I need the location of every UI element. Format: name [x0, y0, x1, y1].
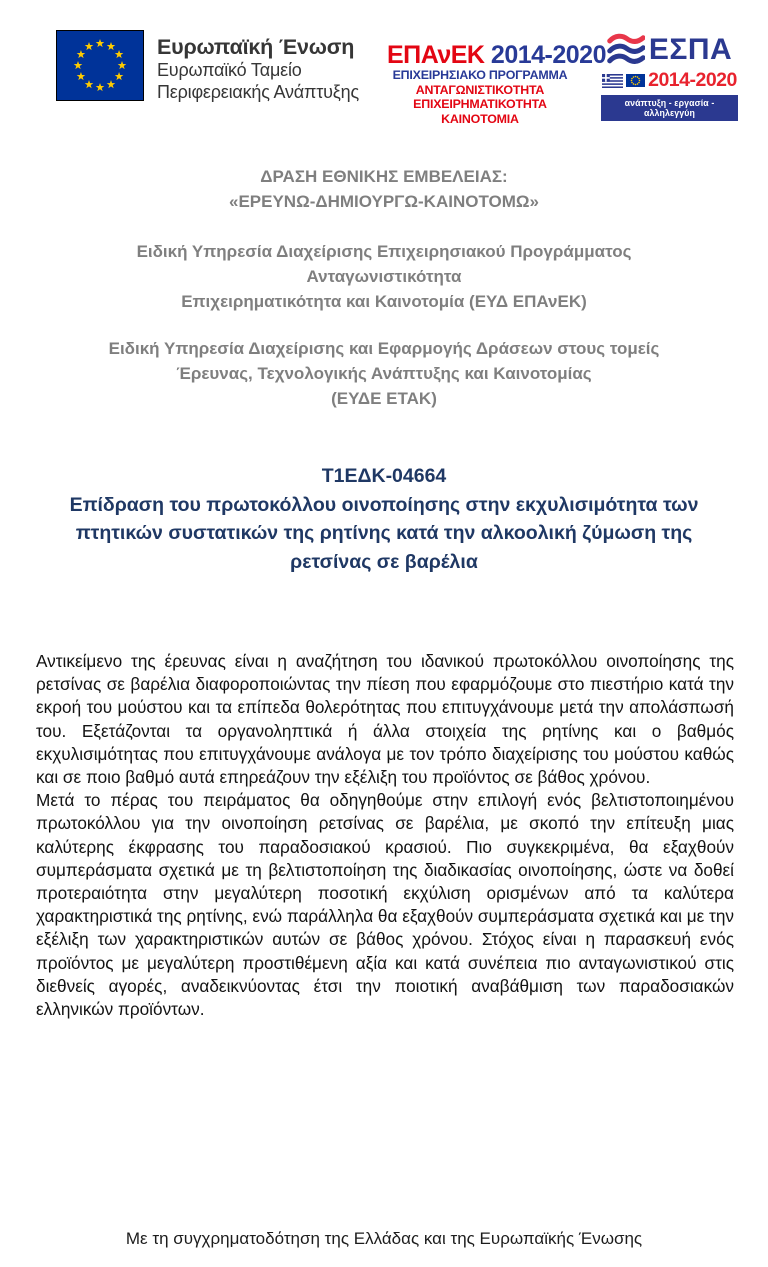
eyde-etak-header-line-1: Ειδική Υπηρεσία Διαχείρισης και Εφαρμογής Δράσεων στους τομείς: [108, 339, 660, 358]
national-action-header: [0, 164, 768, 214]
project-code: Τ1ΕΔΚ-04664: [321, 465, 447, 487]
eu-logo-title: Ευρωπαϊκή Ένωση: [157, 35, 355, 59]
cofinancing-footer: Με τη συγχρηματοδότηση της Ελλάδας και της Ευρωπαϊκής Ένωσης: [125, 1229, 643, 1248]
espa-logo-name: ΕΣΠΑ: [648, 33, 733, 66]
eu-mini-flag-icon: [626, 74, 645, 87]
espa-logo-motto: ανάπτυξη - εργασία - αλληλεγγύη: [601, 95, 738, 121]
body-paragraph-2: Μετά το πέρας του πειράματος θα οδηγηθούμε στην επιλογή ενός βελτιστοποιημένου πρωτοκόλλου για την οινοποίηση ρετσίνας σε βαρέλια, με σκοπό την επίτευξη μιας καλύτερης έκφρασης του παραδοσιακού κρασιού. Πιο συγκεκριμένα, θα εξαχθούν συμπεράσματα σχετικά με τη βελτιστοποίηση της διαδικασίας οινοποίησης, ώστε να δοθεί προτεραιότητα στην μεγαλύτερη ποσοτική εκχύλιση ορισμένων από τα καλύτερα χαρακτηριστικά της ρητίνης, ενώ παράλληλα θα εξαχθούν συμπεράσματα σχετικά και με την εξέλιξη των χαρακτηριστικών αυτών σε βάθος χρόνου. Στόχος είναι η παρασκευή ενός προϊόντος με μεγαλύτερη προστιθέμενη αξία και κατά συνέπεια πιο ανταγωνιστικού στις διεθνείς αγορές, αναδεικνύοντας έτσι την ποιοτική αναβάθμιση των παραδοσιακών ελληνικών προϊόντων.: [36, 790, 734, 1020]
espa-logo-flags-row: [601, 69, 738, 92]
eu-logo-subtitle-1: Ευρωπαϊκό Ταμείο: [157, 60, 302, 80]
eu-logo-text: [157, 30, 359, 103]
epanek-logo-title: [386, 41, 606, 69]
espa-logo-period: 2014-2020: [648, 69, 737, 91]
eu-flag-icon: [56, 30, 144, 101]
logo-strip: [56, 30, 738, 126]
eu-logo: [56, 30, 359, 103]
eu-logo-subtitle-2: Περιφερειακής Ανάπτυξης: [157, 81, 359, 102]
espa-waves-icon: [607, 32, 645, 68]
epanek-logo-line-1: ΑΝΤΑΓΩΝΙΣΤΙΚΟΤΗΤΑ: [415, 82, 545, 97]
epanek-logo-name: ΕΠΑνΕΚ: [386, 41, 485, 69]
greek-flag-icon: [602, 74, 623, 88]
eyd-epanek-header-line-2: Ανταγωνιστικότητα: [306, 267, 462, 286]
eyd-epanek-header: [0, 239, 768, 314]
eyde-etak-header-line-2: Έρευνας, Τεχνολογικής Ανάπτυξης και Καινοτομίας: [176, 364, 592, 383]
epanek-logo-period: 2014-2020: [490, 41, 606, 69]
project-description: [36, 650, 734, 1021]
eyde-etak-header-line-3: (ΕΥΔΕ ΕΤΑΚ): [331, 389, 437, 408]
body-paragraph-1: Αντικείμενο της έρευνας είναι η αναζήτηση του ιδανικού πρωτοκόλλου οινοποίησης της ρετσίνας σε βαρέλια διαφοροποιώντας την πίεση που εφαρμόζουμε στο πιεστήριο κατά την εκροή του μούστου και τα επίπεδα θολερότητας που επιτυγχάνουμε μετά την απολάσπωσή του. Εξετάζονται τα οργανοληπτικά ή άλλα στοιχεία της ρητίνης και ο βαθμός εκχυλισιμότητας που επιτυγχάνουμε ανάλογα με τον τρόπο διαχείρισης του μούστου καθώς και σε ποιο βαθμό αυτά επηρεάζουν την εξέλιξη του προϊόντος σε βάθος χρόνου.: [36, 651, 734, 788]
eyd-epanek-header-line-3: Επιχειρηματικότητα και Καινοτομία (ΕΥΔ ΕΠΑνΕΚ): [181, 292, 587, 311]
epanek-logo-line-2: ΕΠΙΧΕΙΡΗΜΑΤΙΚΟΤΗΤΑ: [413, 97, 547, 111]
national-action-header-line-2: «ΕΡΕΥΝΩ-ΔΗΜΙΟΥΡΓΩ-ΚΑΙΝΟΤΟΜΩ»: [228, 192, 540, 211]
eyde-etak-header: [0, 336, 768, 411]
project-title: Επίδραση του πρωτοκόλλου οινοποίησης στην εκχυλισιμότητα των πτητικών συστατικών της ρητίνης κατά την αλκοολική ζύμωση της ρετσίνας σε βαρέλια: [69, 493, 699, 573]
espa-logo-top: [601, 32, 738, 68]
eyd-epanek-header-line-1: Ειδική Υπηρεσία Διαχείρισης Επιχειρησιακού Προγράμματος: [136, 242, 632, 261]
espa-logo: [601, 30, 738, 121]
epanek-logo-program: ΕΠΙΧΕΙΡΗΣΙΑΚΟ ΠΡΟΓΡΑΜΜΑ: [392, 68, 568, 82]
epanek-logo: [386, 30, 606, 126]
project-title-block: [0, 462, 768, 576]
epanek-logo-line-3: ΚΑΙΝΟΤΟΜΙΑ: [441, 111, 519, 126]
national-action-header-line-1: ΔΡΑΣΗ ΕΘΝΙΚΗΣ ΕΜΒΕΛΕΙΑΣ:: [260, 167, 508, 186]
